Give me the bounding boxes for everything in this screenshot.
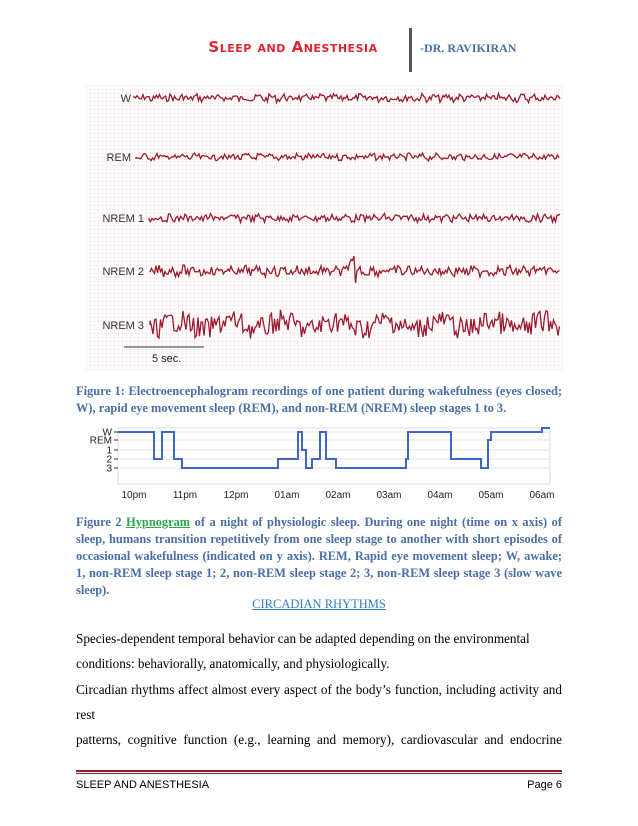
hypnogram-x-label: 10pm (121, 490, 147, 501)
paragraph-1-line: Species-dependent temporal behavior can be adapted depending on the environmental (76, 631, 530, 646)
footer-page-number: Page 6 (527, 779, 562, 791)
paragraph-1-last-line: conditions: behaviorally, anatomically, and physiologically. (76, 656, 390, 671)
hypnogram-x-label: 12pm (223, 490, 249, 501)
figure2-prefix: Figure 2 (76, 515, 127, 529)
eeg-channel-label: NREM 1 (102, 213, 144, 225)
footer-title: SLEEP AND ANESTHESIA (76, 779, 210, 791)
eeg-channel-label: W (120, 93, 131, 105)
hypnogram-x-label: 05am (478, 490, 504, 501)
footer-rule (76, 770, 562, 772)
hypnogram-y-label: 3 (106, 463, 112, 475)
hypnogram-y-label: W (102, 427, 112, 439)
paragraph-1 (76, 626, 562, 676)
eeg-channel-label: REM (106, 152, 131, 164)
hypnogram-x-label: 02am (325, 490, 351, 501)
hypnogram-y-label: 2 (106, 454, 112, 466)
hypnogram-line (118, 428, 550, 468)
eeg-channel-label: NREM 3 (102, 320, 144, 332)
hypnogram-frame (118, 428, 550, 484)
hypnogram-x-label: 03am (376, 490, 402, 501)
eeg-figure (86, 85, 563, 370)
hypnogram-x-label: 11pm (172, 490, 198, 501)
header-author: -DR. RAVIKIRAN (420, 41, 517, 55)
hypnogram-x-label: 06am (529, 490, 555, 501)
header-title: Sleep and Anesthesia (208, 38, 378, 56)
paragraph-2 (76, 677, 562, 752)
paragraph-2-line: Circadian rhythms affect almost every aspect of the body’s function, including activity and rest (76, 682, 562, 722)
header-divider (409, 28, 412, 72)
eeg-channel-label: NREM 2 (102, 266, 144, 278)
figure2-caption (76, 514, 562, 599)
hypnogram-x-label: 04am (427, 490, 453, 501)
figure1-caption: Figure 1: Electroencephalogram recordings of one patient during wakefulness (eyes closed; W), rapid eye movement sleep (REM), and non-REM (NREM) sleep stages 1 to 3. (76, 384, 562, 415)
footer-rule-thin (76, 773, 562, 774)
hypnogram-x-label: 01am (274, 490, 300, 501)
paragraph-2-last-line: patterns, cognitive function (e.g., learning and memory), cardiovascular and endocrine (76, 732, 562, 747)
section-heading: CIRCADIAN RHYTHMS (252, 597, 386, 611)
eeg-grid (86, 85, 563, 370)
eeg-scale-label: 5 sec. (152, 353, 182, 365)
figure2-text: of a night of physiologic sleep. During one night (time on x axis) of sleep, humans transition repetitively from one sleep stage to another with short episodes of occasional wakefulness (indicated on y axis). REM, Rapid eye movement sleep; W, awake; 1, non-REM sleep stage 1; 2, non-REM sleep stage 2; 3, non-REM sleep stage 3 (slow wave sleep). (76, 515, 562, 597)
hypnogram-figure (76, 426, 562, 504)
hypnogram-y-label: REM (89, 435, 112, 447)
hypnogram-link[interactable]: Hypnogram (126, 515, 191, 529)
hypnogram-y-label: 1 (106, 445, 112, 457)
